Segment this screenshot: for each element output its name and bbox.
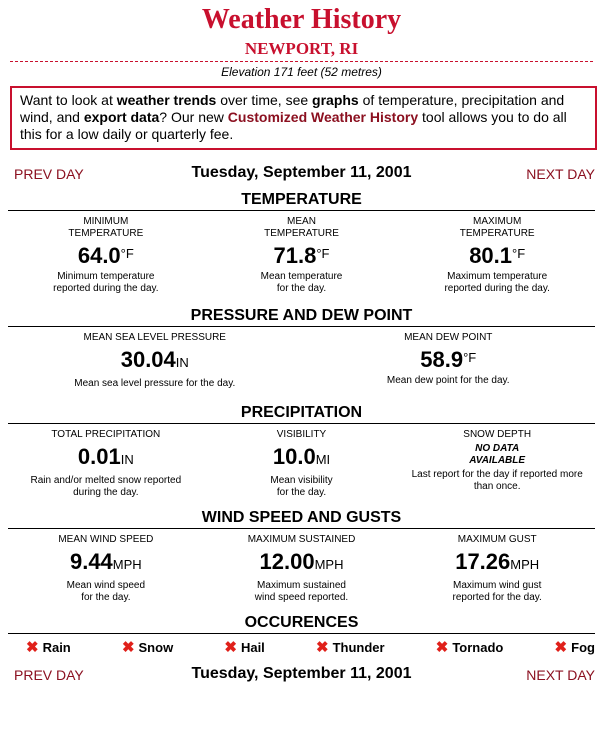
max-temp-desc: Maximum temperature reported during the day.	[444, 271, 550, 294]
mean-temp-value: $71.8^{^\circ F}$	[273, 243, 330, 268]
occurrences-row	[26, 640, 595, 655]
max-sustained-cell	[204, 534, 400, 604]
date-heading: Tuesday, September 11, 2001	[191, 665, 412, 682]
mean-temp-label: MEAN TEMPERATURE	[264, 216, 339, 239]
occurrence-thunder: ✖ Thunder	[315, 638, 385, 656]
max-gust-desc: Maximum wind gust reported for the day.	[452, 580, 542, 603]
mean-wind-desc: Mean wind speed for the day.	[66, 580, 146, 603]
max-sustained-label: MAXIMUM SUSTAINED	[247, 534, 356, 545]
next-day-link[interactable]: NEXT DAY	[526, 166, 595, 182]
snow-depth-nodata: NO DATA AVAILABLE	[469, 443, 526, 466]
min-temp-desc: Minimum temperature reported during the day.	[53, 271, 159, 294]
mean-wind-label: MEAN WIND SPEED	[58, 534, 154, 545]
day-navigation-bottom	[0, 665, 603, 687]
temperature-heading: TEMPERATURE	[8, 191, 595, 211]
promo-text: ? Our new	[159, 109, 228, 125]
visibility-desc: Mean visibility for the day.	[270, 475, 333, 498]
pressure-cell	[8, 332, 302, 390]
occurrence-hail: ✖ Hail	[224, 638, 265, 656]
promo-text: of temperature, precipitation and wind, and	[20, 92, 565, 125]
max-sustained-value: 12.00MPH	[259, 549, 344, 574]
max-sustained-desc: Maximum sustained wind speed reported.	[254, 580, 349, 603]
visibility-cell	[204, 429, 400, 499]
snow-depth-desc: Last report for the day if reported more than once.	[411, 469, 583, 492]
mean-wind-value: 9.44MPH	[69, 549, 142, 574]
promo-text: Want to look at	[20, 92, 117, 108]
occurrences-heading: OCCURENCES	[8, 614, 595, 634]
day-navigation-top	[0, 164, 603, 186]
red-x-icon: ✖	[224, 638, 237, 656]
total-precip-label: TOTAL PRECIPITATION	[51, 429, 161, 440]
promo-text: tool allows you to do all this for a low daily or quarterly fee.	[20, 109, 567, 142]
red-x-icon: ✖	[554, 638, 568, 656]
min-temp-cell	[8, 216, 204, 295]
visibility-label: VISIBILITY	[276, 429, 327, 440]
snow-depth-label: SNOW DEPTH	[463, 429, 532, 440]
pressure-heading: PRESSURE AND DEW POINT	[8, 307, 595, 327]
occurrence-rain: ✖ Rain	[26, 638, 71, 656]
wind-row	[8, 534, 595, 604]
wind-heading: WIND SPEED AND GUSTS	[8, 509, 595, 529]
temperature-row	[8, 216, 595, 295]
promo-box	[10, 86, 597, 150]
max-gust-value: 17.26MPH	[455, 549, 540, 574]
pressure-label: MEAN SEA LEVEL PRESSURE	[83, 332, 226, 343]
max-gust-cell	[399, 534, 595, 604]
red-x-icon: ✖	[121, 638, 135, 656]
red-x-icon: ✖	[315, 638, 329, 656]
pressure-row	[8, 332, 595, 390]
dew-point-cell	[302, 332, 596, 390]
total-precip-desc: Rain and/or melted snow reported during the day.	[30, 475, 182, 498]
total-precip-cell	[8, 429, 204, 499]
red-x-icon: ✖	[435, 638, 449, 656]
red-x-icon: ✖	[26, 638, 39, 656]
max-temp-value: $80.1^{^\circ F}$	[469, 243, 526, 268]
occurrence-snow: ✖ Snow	[121, 638, 174, 656]
customized-weather-history-link[interactable]: Customized Weather History	[227, 109, 419, 125]
visibility-value: 10.0MI	[272, 444, 331, 469]
occurrence-tornado: ✖ Tornado	[435, 638, 504, 656]
mean-temp-cell	[204, 216, 400, 295]
promo-text: over time, see	[216, 92, 313, 108]
max-gust-label: MAXIMUM GUST	[457, 534, 537, 545]
max-temp-cell	[399, 216, 595, 295]
promo-bold-trends: weather trends	[116, 92, 217, 108]
dew-point-label: MEAN DEW POINT	[404, 332, 493, 343]
snow-depth-cell	[399, 429, 595, 499]
precipitation-row	[8, 429, 595, 499]
pressure-desc: Mean sea level pressure for the day.	[74, 378, 236, 389]
date-heading: Tuesday, September 11, 2001	[191, 164, 412, 181]
location-title: NEWPORT, RI	[244, 39, 359, 58]
promo-bold-export: export data	[83, 109, 160, 125]
total-precip-value: 0.01IN	[77, 444, 134, 469]
mean-wind-cell	[8, 534, 204, 604]
occurrence-fog: ✖ Fog	[554, 638, 595, 656]
next-day-link[interactable]: NEXT DAY	[526, 667, 595, 683]
dew-point-value: $58.9^{^\circ F}$	[420, 347, 477, 372]
prev-day-link[interactable]: PREV DAY	[14, 667, 84, 683]
elevation-text: Elevation 171 feet (52 metres)	[221, 65, 382, 79]
promo-bold-graphs: graphs	[312, 92, 359, 108]
dew-point-desc: Mean dew point for the day.	[386, 375, 510, 386]
max-temp-label: MAXIMUM TEMPERATURE	[459, 216, 535, 239]
min-temp-value: $64.0^{^\circ F}$	[77, 243, 134, 268]
mean-temp-desc: Mean temperature for the day.	[260, 271, 343, 294]
page-title: Weather History	[201, 4, 402, 35]
precipitation-heading: PRECIPITATION	[8, 404, 595, 424]
prev-day-link[interactable]: PREV DAY	[14, 166, 84, 182]
min-temp-label: MINIMUM TEMPERATURE	[68, 216, 144, 239]
dashed-divider	[10, 61, 593, 62]
pressure-value: 30.04IN	[120, 347, 189, 372]
